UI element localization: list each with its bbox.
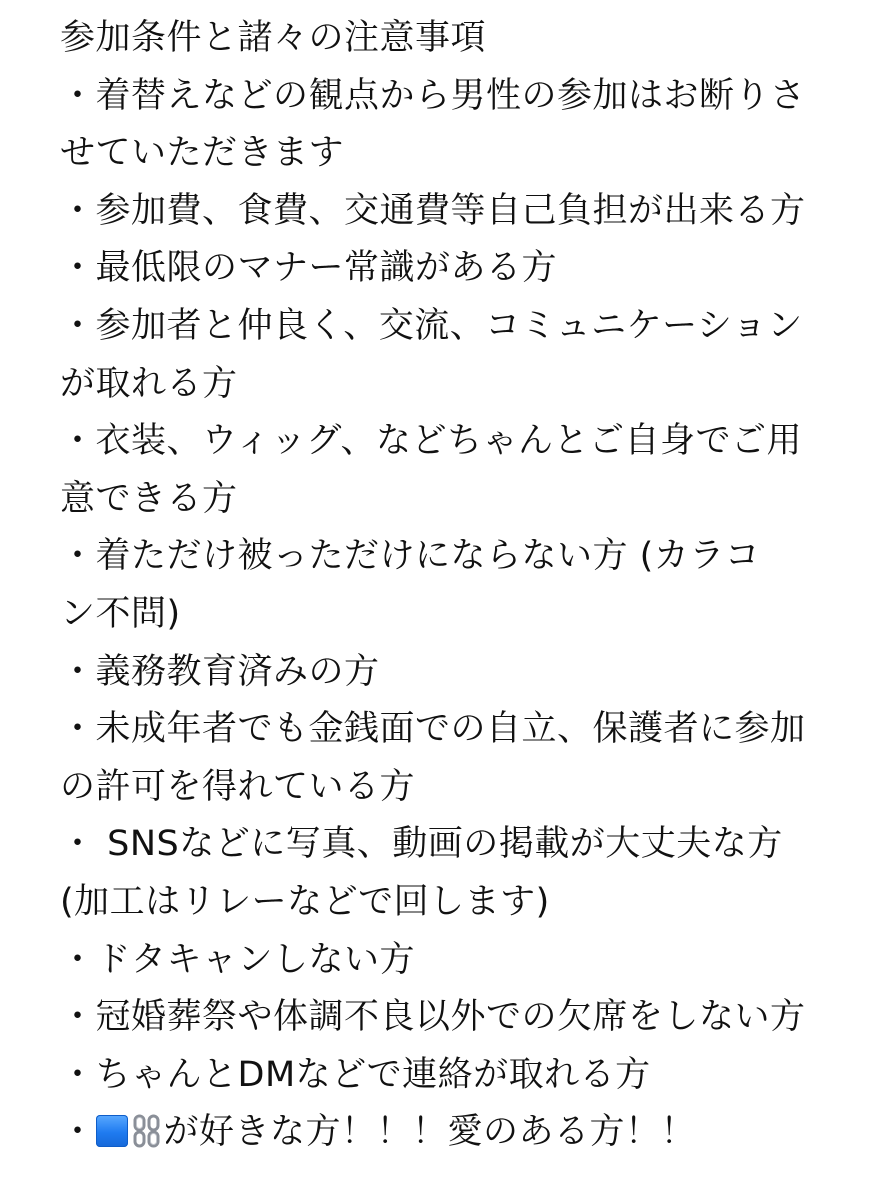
chain-icon [132, 1114, 162, 1148]
notice-line: ・衣装、ウィッグ、などちゃんとご自身でご用 [60, 421, 803, 462]
notice-document [60, 10, 830, 1162]
notice-line: ・着ただけ被っただけにならない方 (カラコ [60, 536, 761, 577]
bullet: ・ [60, 1112, 96, 1153]
notice-line: 意できる方 [60, 478, 238, 519]
notice-line: (加工はリレーなどで回します) [60, 881, 550, 922]
notice-line: が取れる方 [60, 363, 238, 404]
notice-last-line-text: が好きな方！！！愛のある方！！ [163, 1112, 697, 1153]
notice-line: せていただきます [60, 133, 345, 174]
notice-line: の許可を得れている方 [60, 766, 416, 807]
notice-line: ン不問) [60, 593, 181, 634]
notice-line: ・ SNSなどに写真、動画の掲載が大丈夫な方 [60, 824, 783, 865]
notice-line: ・参加費、食費、交通費等自己負担が出来る方 [60, 190, 806, 231]
notice-line: ・ドタキャンしない方 [60, 939, 416, 980]
notice-line: ・未成年者でも金銭面での自立、保護者に参加 [60, 709, 806, 750]
notice-line: ・参加者と仲良く、交流、コミュニケーション [60, 305, 803, 346]
notice-line: ・ちゃんとDMなどで連絡が取れる方 [60, 1054, 651, 1095]
notice-line: ・最低限のマナー常識がある方 [60, 248, 558, 289]
notice-title: 参加条件と諸々の注意事項 [60, 18, 487, 58]
notice-last-line [60, 1104, 830, 1162]
notice-line: ・冠婚葬祭や体調不良以外での欠席をしない方 [60, 997, 806, 1038]
blue-square-icon [96, 1115, 128, 1147]
notice-line: ・義務教育済みの方 [60, 651, 380, 692]
notice-line: ・着替えなどの観点から男性の参加はお断りさ [60, 75, 806, 116]
